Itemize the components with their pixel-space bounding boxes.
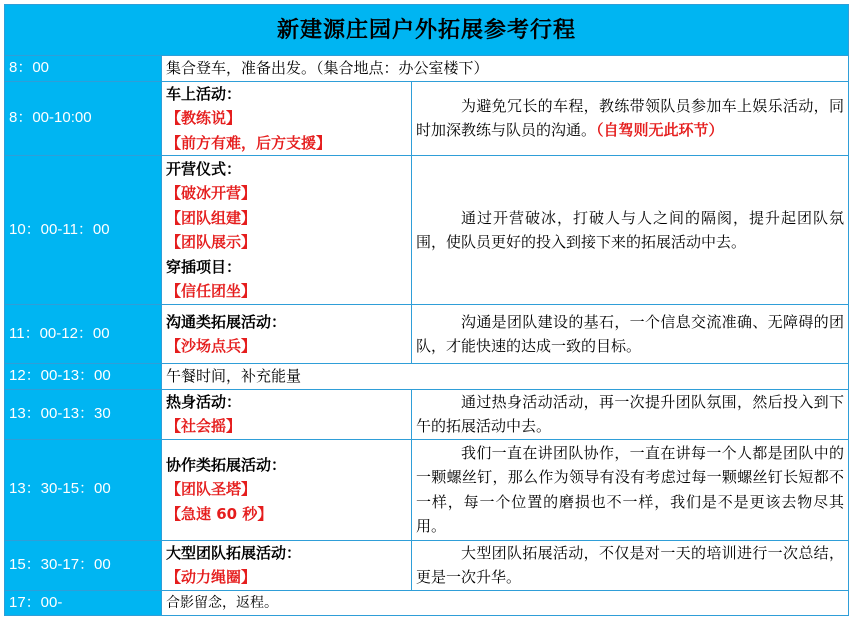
title-row	[5, 5, 849, 56]
activity-item: 【教练说】	[166, 109, 242, 127]
description-text: 通过开营破冰，打破人与人之间的隔阂，提升起团队氛围，使队员更好的投入到接下来的拓展活动中去。	[416, 208, 844, 251]
activity-cell: 集合登车，准备出发。（集合地点：办公室楼下）	[162, 56, 849, 82]
description-text	[416, 94, 844, 143]
description-text: 通过热身活动活动，再一次提升团队氛围，然后投入到下午的拓展活动中去。	[416, 392, 844, 435]
description-text: 我们一直在讲团队协作，一直在讲每一个人都是团队中的一颗螺丝钉，那么作为领导有没有考虑过每一颗螺丝钉长短都不一样，每一个位置的磨损也不一样，我们是不是更该去物尽其用。	[416, 443, 844, 535]
time-cell: 10：00-11：00	[5, 156, 162, 305]
table-row	[5, 81, 849, 156]
table-row	[5, 56, 849, 82]
activity-item: 【动力绳圈】	[166, 568, 257, 586]
schedule-table	[4, 4, 849, 616]
time-cell: 13：00-13：30	[5, 389, 162, 439]
activity-cell: 午餐时间，补充能量	[162, 364, 849, 390]
activity-cell	[162, 156, 412, 305]
time-cell: 17：00-	[5, 590, 162, 616]
activity-item: 【团队圣塔】	[166, 480, 257, 499]
time-cell: 15：30-17：00	[5, 540, 162, 590]
activity-item: 【团队组建】	[166, 208, 257, 227]
page-title: 新建源庄园户外拓展参考行程	[5, 5, 849, 56]
activity-heading: 车上活动：	[166, 84, 242, 103]
time-cell: 11：00-12：00	[5, 305, 162, 364]
description-text: 大型团队拓展活动，不仅是对一天的培训进行一次总结，更是一次升华。	[416, 543, 844, 586]
activity-heading: 穿插项目：	[166, 257, 242, 276]
schedule-document	[4, 4, 849, 616]
description-cell	[412, 81, 849, 156]
table-row	[5, 364, 849, 390]
table-row	[5, 156, 849, 305]
table-row	[5, 439, 849, 540]
activity-item: 【社会摇】	[166, 417, 242, 435]
activity-heading: 大型团队拓展活动：	[166, 543, 302, 562]
description-note: （自驾则无此环节）	[596, 121, 724, 140]
table-row	[5, 305, 849, 364]
activity-cell	[162, 81, 412, 156]
description-cell	[412, 305, 849, 364]
activity-item: 【破冰开营】	[166, 184, 257, 202]
time-cell: 8：00	[5, 56, 162, 82]
description-main: 为避免冗长的车程，教练带领队员参加车上娱乐活动，同时加深教练与队员的沟通。	[416, 96, 844, 140]
activity-cell: 合影留念，返程。	[162, 590, 849, 616]
description-text: 沟通是团队建设的基石，一个信息交流准确、无障碍的团队，才能快速的达成一致的目标。	[416, 312, 844, 355]
activity-item: 【信任团坐】	[166, 282, 257, 300]
description-cell	[412, 540, 849, 590]
table-row	[5, 590, 849, 616]
activity-cell	[162, 389, 412, 439]
activity-cell	[162, 540, 412, 590]
activity-item: 【急速 60 秒】	[166, 504, 273, 523]
activity-item: 【前方有难，后方支援】	[166, 133, 332, 152]
description-cell	[412, 156, 849, 305]
activity-heading: 热身活动：	[166, 392, 242, 411]
activity-heading: 开营仪式：	[166, 159, 242, 178]
activity-cell	[162, 305, 412, 364]
activity-item: 【沙场点兵】	[166, 337, 257, 355]
activity-heading: 协作类拓展活动：	[166, 455, 287, 474]
time-cell: 12：00-13：00	[5, 364, 162, 390]
activity-item: 【团队展示】	[166, 233, 257, 251]
activity-heading: 沟通类拓展活动：	[166, 312, 287, 331]
table-row	[5, 389, 849, 439]
time-cell: 13：30-15：00	[5, 439, 162, 540]
time-cell: 8：00-10:00	[5, 81, 162, 156]
description-cell	[412, 389, 849, 439]
table-row	[5, 540, 849, 590]
activity-cell	[162, 439, 412, 540]
description-cell	[412, 439, 849, 540]
